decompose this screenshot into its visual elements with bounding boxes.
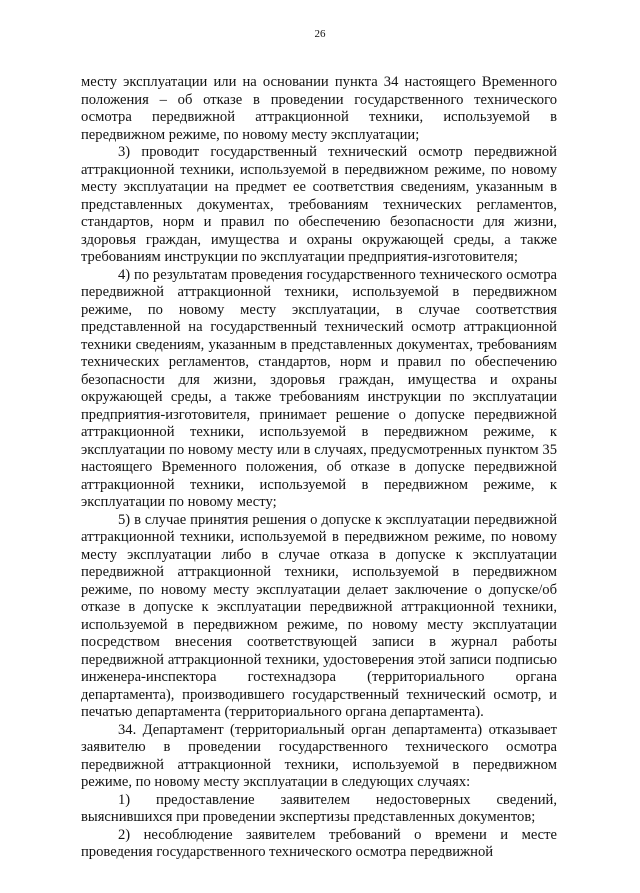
paragraph: 4) по результатам проведения государственного технического осмотра передвижной аттракционной техники, используемой в передвижном режиме, по новому месту эксплуатации, в случае соответствия представленной на государственный технический осмотр аттракционной техники сведениям, указанным в представленных документах, требованиям технических регламентов, стандартов, норм и правил по обеспечению безопасности для жизни, здоровья граждан, имущества и охраны окружающей среды, а также требованиям инструкции по эксплуатации предприятия-изготовителя, принимает решение о допуске передвижной аттракционной техники, используемой в передвижном режиме, к эксплуатации по новому месту или в случаях, предусмотренных пунктом 35 настоящего Временного положения, об отказе в допуске передвижной аттракционной техники, используемой в передвижном режиме, к эксплуатации по новому месту;	[81, 266, 557, 510]
paragraph: месту эксплуатации или на основании пункта 34 настоящего Временного положения – об отказе в проведении государственного технического осмотра передвижной аттракционной техники, используемой в передвижном режиме, по новому месту эксплуатации;	[81, 74, 557, 143]
page-number: 26	[314, 28, 326, 40]
paragraph: 2) несоблюдение заявителем требований о времени и месте проведения государственного технического осмотра передвижной	[81, 826, 557, 860]
paragraph: 34. Департамент (территориальный орган департамента) отказывает заявителю в проведении государственного технического осмотра передвижной аттракционной техники, используемой в передвижном режиме, по новому месту эксплуатации в следующих случаях:	[81, 721, 557, 790]
paragraph: 5) в случае принятия решения о допуске к эксплуатации передвижной аттракционной техники, используемой в передвижном режиме, по новому месту эксплуатации либо в случае отказа в допуске к эксплуатации передвижной аттракционной техники, используемой в передвижном режиме, по новому месту эксплуатации делает заключение о допуске/об отказе в допуске к эксплуатации передвижной аттракционной техники, используемой в передвижном режиме, по новому месту эксплуатации посредством внесения соответствующей записи в журнал работы передвижной аттракционной техники, удостоверения этой записи подписью инженера-инспектора гостехнадзора (территориального органа департамента), производившего государственный технический осмотр, и печатью департамента (территориального органа департамента).	[81, 511, 557, 720]
paragraph: 1) предоставление заявителем недостоверных сведений, выяснившихся при проведении экспертизы представленных документов;	[81, 791, 557, 825]
document-body	[81, 74, 557, 862]
paragraph: 3) проводит государственный технический осмотр передвижной аттракционной техники, используемой в передвижном режиме, по новому месту эксплуатации на предмет ее соответствия сведениям, указанным в представленных документах, требованиям технических регламентов, стандартов, норм и правил по обеспечению безопасности для жизни, здоровья граждан, имущества и охраны окружающей среды, а также требованиям инструкции по эксплуатации предприятия-изготовителя;	[81, 144, 557, 265]
